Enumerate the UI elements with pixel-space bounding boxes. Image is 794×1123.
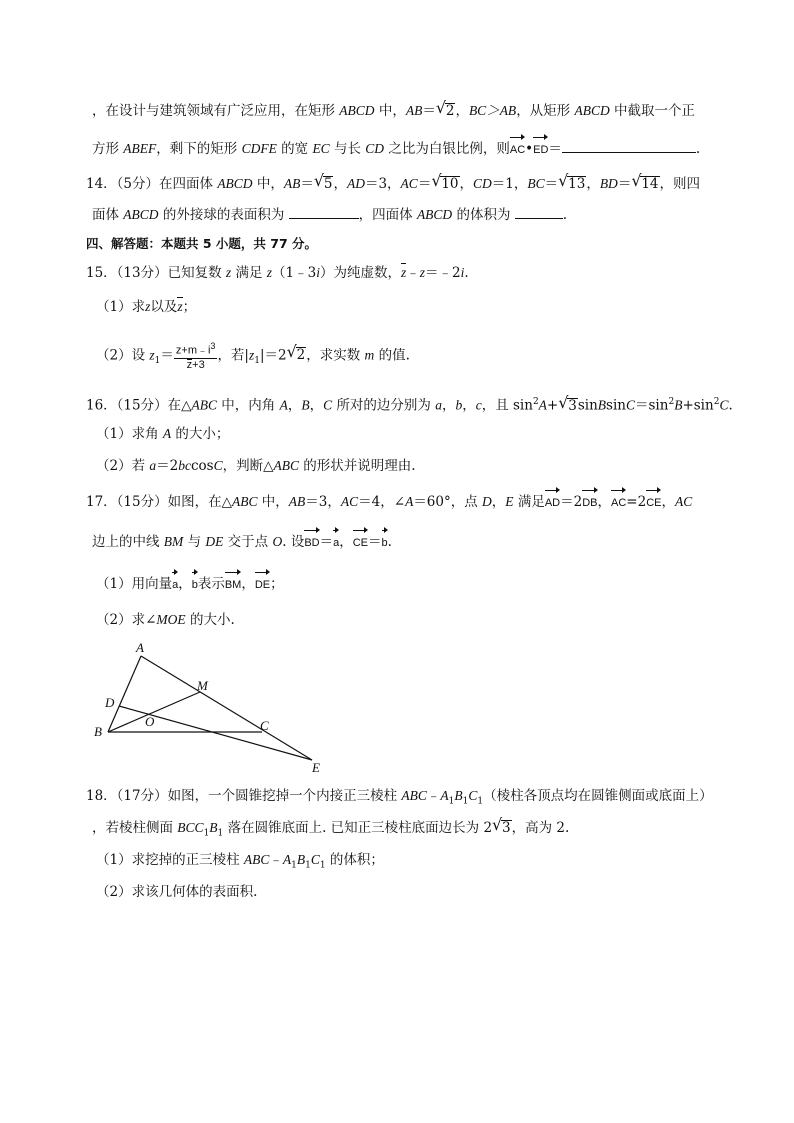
vector-db: DB (582, 493, 597, 513)
vector-ad: AD (545, 493, 560, 513)
answer-blank[interactable] (515, 204, 563, 219)
vector-ac: AC (510, 140, 525, 160)
sqrt-5: √ 5 (313, 171, 333, 192)
fraction: $\frac{z+m﹣i^3}{z+3}$ (175, 341, 216, 371)
q13-line-1: ，在设计与建筑领域有广泛应用，在矩形 ABCD 中，AB＝ √ 2，BC＞AB，从矩形 ABCD 中截取一个正 (92, 98, 696, 119)
label-o: O (145, 714, 155, 729)
vector-ed: ED (533, 140, 548, 160)
answer-blank[interactable] (289, 204, 359, 219)
vector-bd: BD (304, 533, 319, 553)
label-m: M (197, 678, 208, 693)
sqrt-2: √ 2 (435, 98, 455, 119)
vector-ce: CE (353, 533, 368, 553)
q18-line-2: ，若棱柱侧面 $BCC_1B_1$ 落在圆锥底面上. 已知正三棱柱底面边长为 2 √ 3，高为 2. (92, 815, 570, 839)
q17-part-2: （2）求∠MOE 的大小. (96, 612, 235, 628)
segment-ae (141, 656, 312, 760)
answer-blank[interactable] (562, 138, 696, 153)
q18-head: 18．（17分）如图，一个圆锥挖掉一个内接正三棱柱 $ABC﹣A_1B_1C_1$（棱柱各顶点均在圆锥侧面或底面上） (86, 788, 713, 807)
q18-part-2: （2）求该几何体的表面积. (96, 884, 258, 900)
vector-a: a (172, 575, 178, 595)
vector-a: a (333, 533, 339, 553)
q17-part-1: （1）用向量a，b表示BM，DE； (96, 574, 284, 595)
q16-part-1: （1）求角 A 的大小； (96, 426, 230, 442)
triangle-figure (90, 640, 340, 780)
sqrt-3: √ 3 (558, 392, 577, 414)
sqrt-3: √ 3 (492, 815, 511, 836)
q15-part-2: （2）设 $z_1=$ $\frac{z+m﹣i^3}{z+3}$ ，若$|z_1|=2$ √ 2，求实数 m 的值. (96, 341, 410, 371)
q16-part-2: （2）若 a＝2bccosC，判断△ABC 的形状并说明理由. (96, 458, 416, 474)
q18-part-1: （1）求挖掉的正三棱柱 $ABC﹣A_1B_1C_1$ 的体积； (96, 852, 384, 871)
vector-b: b (382, 533, 388, 553)
vector-bm: BM (225, 575, 242, 595)
section-heading: 四、解答题：本题共 5 小题，共 77 分。 (86, 236, 318, 251)
segment-ab (108, 656, 141, 732)
label-b: B (94, 724, 102, 739)
vector-de: DE (255, 575, 270, 595)
sqrt-2: √ 2 (286, 342, 306, 364)
label-e: E (312, 760, 320, 775)
label-a: A (136, 640, 144, 655)
q14-line-2: 面体 ABCD 的外接球的表面积为 ，四面体 ABCD 的体积为 . (92, 204, 567, 225)
vector-b: b (192, 575, 198, 595)
sqrt-14: √ 14 (631, 171, 659, 192)
q17-line-2: 边上的中线 BM 与 DE 交于点 O. 设BD＝a，CE＝b. (92, 532, 392, 553)
q16-head: 16．（15分）在△ABC 中，内角 A，B，C 所对的边分别为 a，b，c，且 $\sin^2A+$ √ $3sinBsinC=\sin^2B+\sin^2C$. (86, 392, 733, 414)
q14-line-1: 14．（5分）在四面体 ABCD 中，AB＝ √ 5，AD＝3，AC＝ √ 10，CD＝1，BC＝ √ 13，BD＝ √ 14，则四 (86, 171, 700, 192)
sqrt-13: √ 13 (558, 171, 586, 192)
q15-part-1: （1）求z以及z； (96, 299, 197, 315)
q17-head: 17．（15分）如图，在△ABC 中，AB＝3，AC＝4，∠A＝60°，点 D，E 满足AD＝2DB，AC=2CE，AC (86, 492, 692, 513)
sqrt-10: √ 10 (431, 171, 459, 192)
label-d: D (105, 695, 115, 710)
q15-head: 15．（13分）已知复数 z 满足 z（1﹣3i）为纯虚数，z﹣z＝﹣2i. (86, 265, 469, 281)
vector-ce: CE (646, 493, 661, 513)
q13-line-2: 方形 ABEF，剩下的矩形 CDFE 的宽 EC 与长 CD 之比为白银比例，则AC•ED＝ . (92, 138, 700, 160)
vector-ac: AC (611, 493, 626, 513)
label-c: C (260, 718, 269, 733)
